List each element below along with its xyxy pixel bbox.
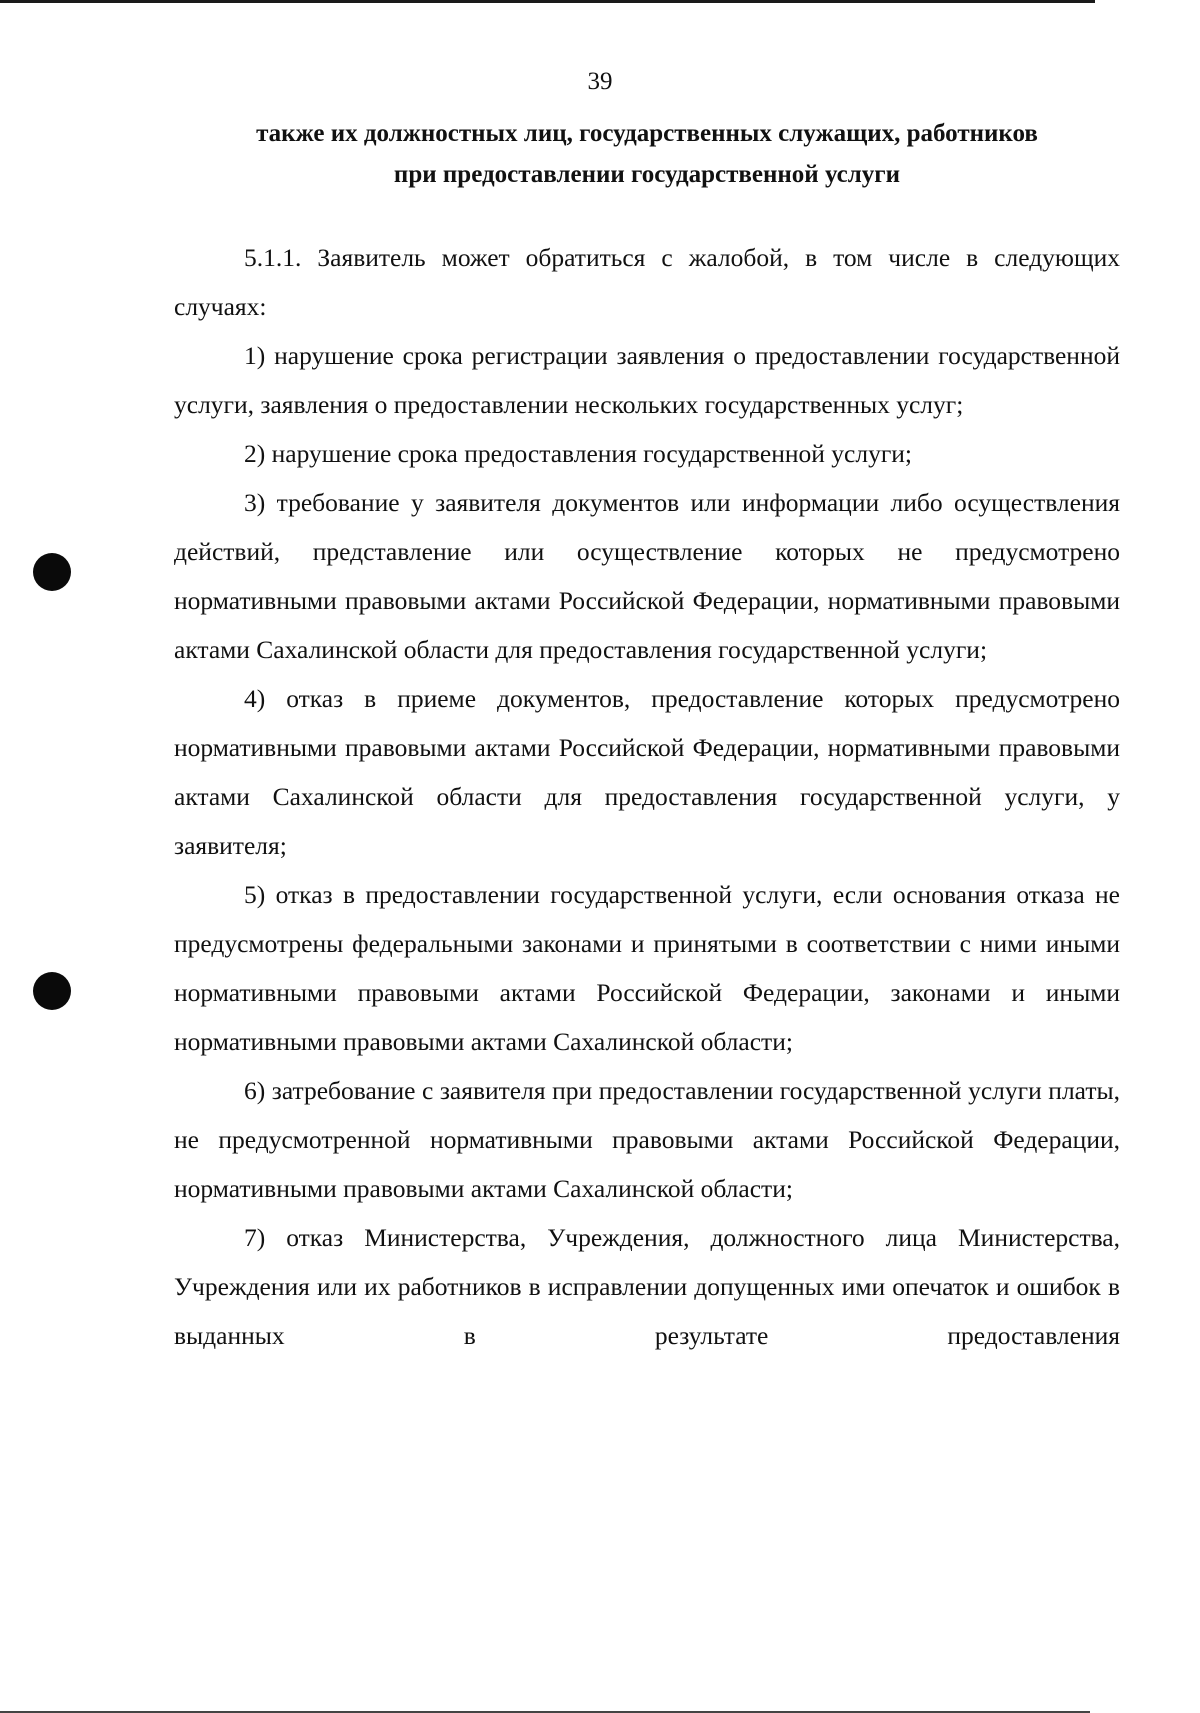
document-body xyxy=(174,233,1120,1360)
list-item-2: 2) нарушение срока предоставления государственной услуги; xyxy=(244,439,913,468)
list-item-1: 1) нарушение срока регистрации заявления о предоставлении государственной услуги, заявления о предоставлении нескольких государственных услуг; xyxy=(174,341,1120,419)
section-heading-line-1: также их должностных лиц, государственных служащих, работников xyxy=(256,120,1038,147)
list-item-7: 7) отказ Министерства, Учреждения, должностного лица Министерства, Учреждения или их работников в исправлении допущенных ими опечаток и ошибок в выданных в результате предоставления xyxy=(174,1223,1120,1350)
section-heading xyxy=(174,113,1120,195)
punch-hole-mark-upper xyxy=(33,553,71,591)
list-item-3: 3) требование у заявителя документов или информации либо осуществления действий, представление или осуществление которых не предусмотрено нормативными правовыми актами Российской Федерации, нормативными правовыми актами Сахалинской области для предоставления государственной услуги; xyxy=(174,488,1120,664)
top-scan-edge-line xyxy=(0,0,1095,3)
list-item-4: 4) отказ в приеме документов, предоставление которых предусмотрено нормативными правовыми актами Российской Федерации, нормативными правовыми актами Сахалинской области для предоставления государственной услуги, у заявителя; xyxy=(174,684,1120,860)
list-item-6: 6) затребование с заявителя при предоставлении государственной услуги платы, не предусмотренной нормативными правовыми актами Российской Федерации, нормативными правовыми актами Сахалинской области; xyxy=(174,1076,1120,1203)
paragraph-5-1-1: 5.1.1. Заявитель может обратиться с жалобой, в том числе в следующих случаях: xyxy=(174,243,1120,321)
punch-hole-mark-lower xyxy=(33,972,71,1010)
section-heading-line-2: при предоставлении государственной услуги xyxy=(393,161,901,188)
list-item-5: 5) отказ в предоставлении государственной услуги, если основания отказа не предусмотрены федеральными законами и принятыми в соответствии с ними иными нормативными правовыми актами Российской Федерации, законами и иными нормативными правовыми актами Сахалинской области; xyxy=(174,880,1120,1056)
page-number: 39 xyxy=(587,68,613,95)
